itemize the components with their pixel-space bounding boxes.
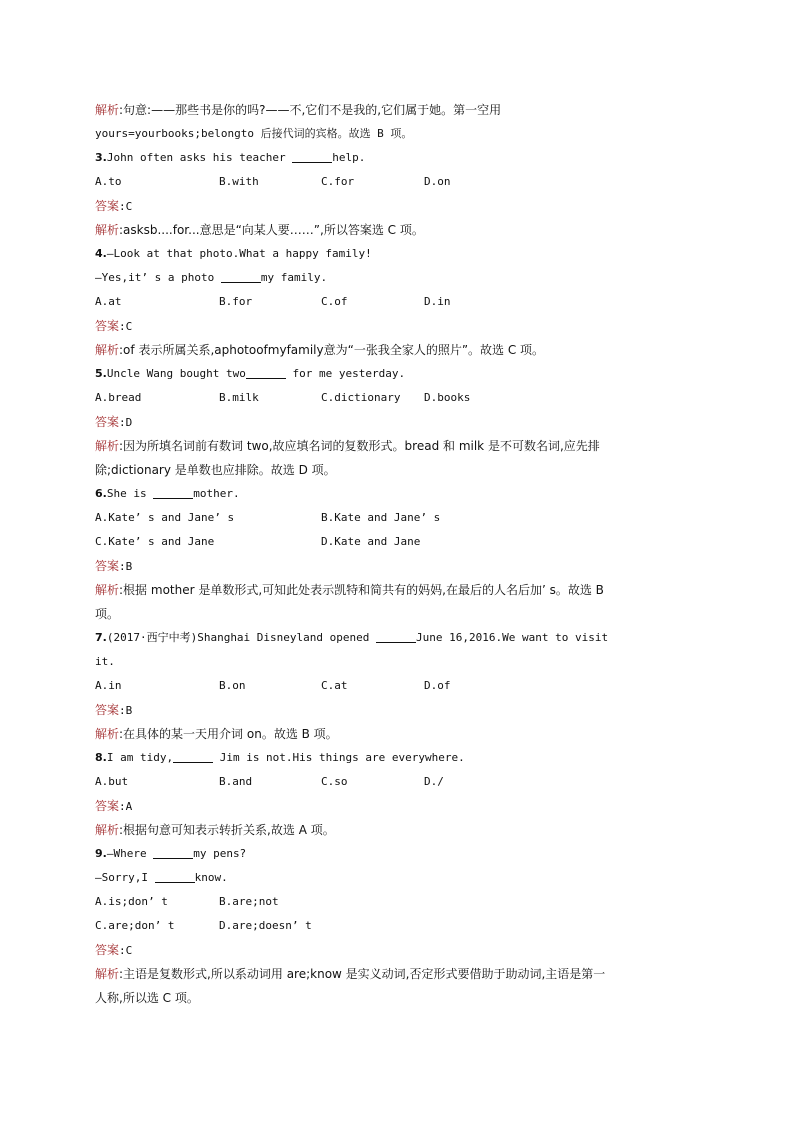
option-c: C.so [321, 775, 348, 788]
stem-text: I am tidy, [106, 751, 174, 764]
option-d: D.books [424, 391, 471, 404]
option-b: B.Kate and Jane’ s [321, 511, 441, 524]
answer-label: 答案 [95, 415, 120, 429]
answer-value: :C [119, 320, 133, 333]
blank [153, 844, 193, 859]
q6-analysis [95, 578, 705, 602]
blank [153, 484, 193, 499]
stem-text: mother. [193, 487, 240, 500]
option-a: A.at [95, 295, 122, 308]
option-a: A.but [95, 775, 129, 788]
answer-value: :C [119, 200, 133, 213]
analysis-text: :在具体的某一天用介词 on。故选 B 项。 [119, 727, 338, 741]
option-d: D.Kate and Jane [321, 535, 421, 548]
option-c: C.at [321, 679, 348, 692]
option-a: A.Kate’ s and Jane’ s [95, 511, 235, 524]
q3-analysis [95, 218, 705, 242]
q9-analysis-cont: 人称,所以选 C 项。 [95, 991, 199, 1005]
q4-analysis [95, 338, 705, 362]
q4-stem-2 [95, 266, 705, 290]
option-a: A.bread [95, 391, 142, 404]
answer-value: :D [119, 416, 133, 429]
analysis-label: 解析 [95, 967, 120, 981]
stem-text: —Yes,it’ s a photo [95, 271, 221, 284]
q6-stem [95, 482, 705, 506]
stem-text: Jim is not.His things are everywhere. [213, 751, 465, 764]
q3-options [95, 170, 705, 194]
answer-label: 答案 [95, 943, 120, 957]
option-b: B.milk [219, 391, 259, 404]
option-d: D.in [424, 295, 451, 308]
stem-text: for me yesterday. [285, 367, 406, 380]
q5-analysis [95, 434, 705, 458]
analysis-label: 解析 [95, 727, 120, 741]
document-page [95, 98, 705, 1010]
question-number: 9. [95, 847, 107, 860]
answer-value: :A [119, 800, 133, 813]
stem-text: know. [194, 871, 228, 884]
question-number: 5. [95, 367, 107, 380]
option-b: B.with [219, 175, 259, 188]
analysis-text: :因为所填名词前有数词 two,故应填名词的复数形式。bread 和 milk 是不可数名词,应先排 [119, 439, 600, 453]
stem-text: —Sorry,I [95, 871, 155, 884]
option-a: A.to [95, 175, 122, 188]
option-a: A.in [95, 679, 122, 692]
question-number: 3. [95, 151, 107, 164]
option-b: B.for [219, 295, 253, 308]
option-c: C.are;don’ t [95, 919, 175, 932]
stem-text: June 16,2016.We want to visit [416, 631, 609, 644]
question-number: 6. [95, 487, 107, 500]
q6-options-row2 [95, 530, 705, 554]
q9-options-row1 [95, 890, 705, 914]
answer-label: 答案 [95, 703, 120, 717]
stem-text: John often asks his teacher [106, 151, 293, 164]
analysis-label: 解析 [95, 583, 120, 597]
option-d: D.are;doesn’ t [219, 919, 312, 932]
analysis-text: :根据句意可知表示转折关系,故选 A 项。 [119, 823, 335, 837]
analysis-label: 解析 [95, 823, 120, 837]
answer-label: 答案 [95, 319, 120, 333]
q9-analysis [95, 962, 705, 986]
stem-text: help. [332, 151, 366, 164]
option-c: C.for [321, 175, 355, 188]
q9-stem [95, 842, 705, 866]
option-b: B.on [219, 679, 246, 692]
stem-text: —Where [106, 847, 154, 860]
q6-analysis-cont: 项。 [95, 607, 120, 621]
stem-text: She is [106, 487, 154, 500]
option-c: C.dictionary [321, 391, 401, 404]
q3-answer [95, 194, 705, 218]
blank [221, 268, 261, 283]
q4-stem [95, 242, 705, 266]
option-d: D.on [424, 175, 451, 188]
q7-options [95, 674, 705, 698]
q5-analysis-cont: 除;dictionary 是单数也应排除。故选 D 项。 [95, 463, 336, 477]
q8-answer [95, 794, 705, 818]
answer-value: :C [119, 944, 133, 957]
analysis-text: :asksb....for...意思是“向某人要……”,所以答案选 C 项。 [119, 223, 424, 237]
q5-answer [95, 410, 705, 434]
option-a: A.is;don’ t [95, 895, 168, 908]
blank [173, 748, 213, 763]
q2-analysis-cont: yours=yourbooks;belongto 后接代词的宾格。故选 B 项。 [95, 127, 413, 140]
option-c: C.of [321, 295, 348, 308]
question-number: 4. [95, 247, 107, 260]
q5-stem [95, 362, 705, 386]
option-b: B.are;not [219, 895, 279, 908]
q7-analysis [95, 722, 705, 746]
option-b: B.and [219, 775, 253, 788]
answer-label: 答案 [95, 799, 120, 813]
stem-text: my family. [260, 271, 328, 284]
q6-options-row1 [95, 506, 705, 530]
q7-stem-2: it. [95, 655, 115, 668]
blank [155, 868, 195, 883]
q6-answer [95, 554, 705, 578]
analysis-label: 解析 [95, 103, 120, 117]
analysis-label: 解析 [95, 343, 120, 357]
answer-label: 答案 [95, 559, 120, 573]
blank [376, 628, 416, 643]
q7-answer [95, 698, 705, 722]
question-number: 8. [95, 751, 107, 764]
stem-text: my pens? [193, 847, 247, 860]
stem-text: —Look at that photo.What a happy family! [106, 247, 372, 260]
q2-analysis [95, 98, 705, 122]
q9-answer [95, 938, 705, 962]
answer-value: :B [119, 560, 133, 573]
analysis-text: :根据 mother 是单数形式,可知此处表示凯特和简共有的妈妈,在最后的人名后加’ s。故选 B [119, 583, 604, 597]
q3-stem [95, 146, 705, 170]
answer-label: 答案 [95, 199, 120, 213]
option-c: C.Kate’ s and Jane [95, 535, 215, 548]
stem-text: (2017·西宁中考)Shanghai Disneyland opened [106, 631, 377, 644]
blank [246, 364, 286, 379]
q8-analysis [95, 818, 705, 842]
q9-stem-2 [95, 866, 705, 890]
answer-value: :B [119, 704, 133, 717]
q8-options [95, 770, 705, 794]
q4-answer [95, 314, 705, 338]
analysis-label: 解析 [95, 439, 120, 453]
analysis-text: :of 表示所属关系,aphotoofmyfamily意为“一张我全家人的照片”。故选 C 项。 [119, 343, 545, 357]
analysis-label: 解析 [95, 223, 120, 237]
q7-stem [95, 626, 705, 650]
q4-options [95, 290, 705, 314]
q5-options [95, 386, 705, 410]
q8-stem [95, 746, 705, 770]
q9-options-row2 [95, 914, 705, 938]
question-number: 7. [95, 631, 107, 644]
stem-text: Uncle Wang bought two [106, 367, 246, 380]
analysis-text: :主语是复数形式,所以系动词用 are;know 是实义动词,否定形式要借助于助动词,主语是第一 [119, 967, 606, 981]
option-d: D.of [424, 679, 451, 692]
blank [292, 148, 332, 163]
option-d: D./ [424, 775, 444, 788]
analysis-text: :句意:——那些书是你的吗?——不,它们不是我的,它们属于她。第一空用 [119, 103, 502, 117]
